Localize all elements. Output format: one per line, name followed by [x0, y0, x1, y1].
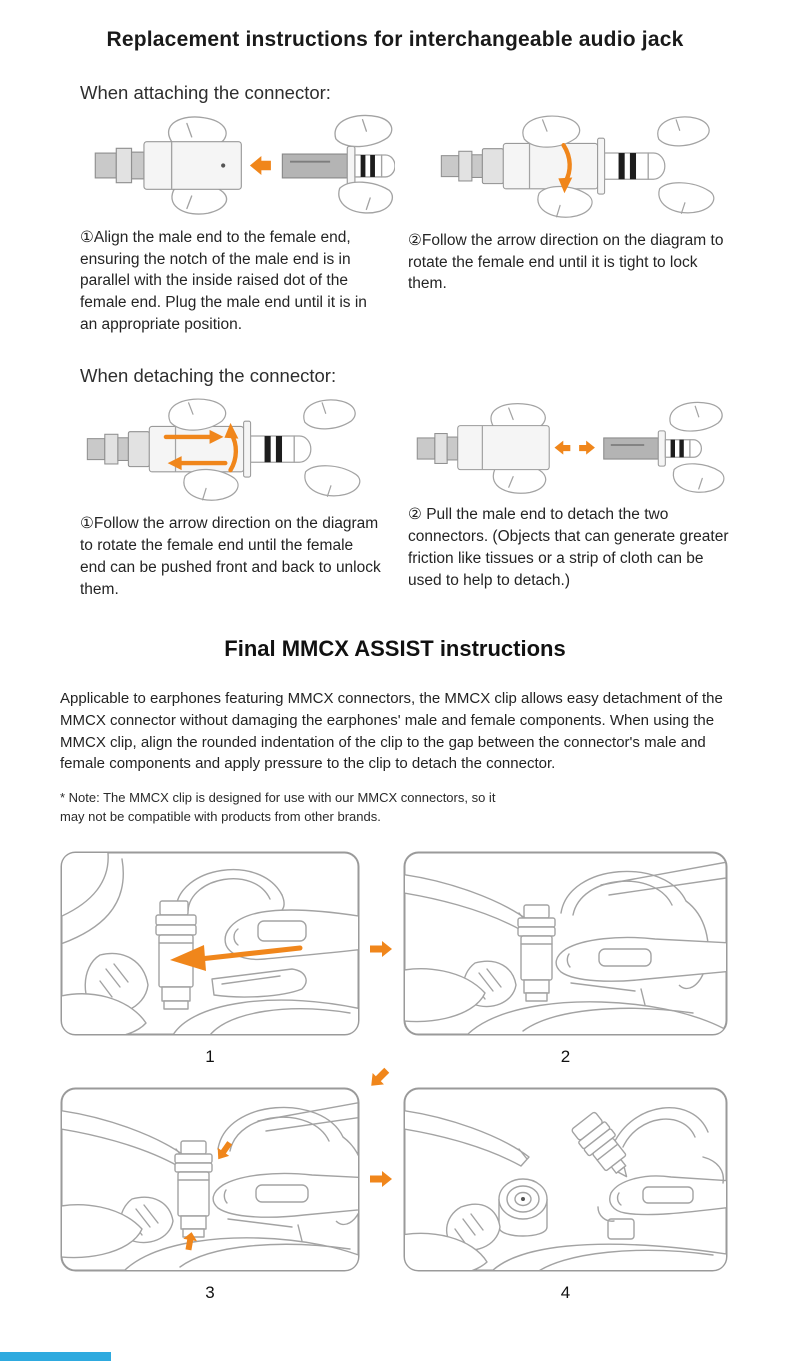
attach-step-2: ②Follow the arrow direction on the diagram to rotate the female end until it is tight to lock them.	[408, 232, 724, 293]
arrow-left-icon	[250, 156, 271, 175]
female-connector	[95, 142, 241, 190]
step-number: 2	[560, 1046, 571, 1066]
mmcx-note: * Note: The MMCX clip is designed for use with our MMCX connectors, so it may not be compatible with products from other brands.	[60, 790, 496, 825]
step-arrow-2-3-icon	[364, 1063, 394, 1093]
step-2-illustration	[403, 851, 728, 1036]
detach-heading: When detaching the connector:	[80, 365, 337, 387]
footer-accent-bar	[0, 1352, 111, 1361]
attach-step-1: ①Align the male end to the female end, ensuring the notch of the male end is in parallel with the inside raised dot of the female end. Plug the male end until it is in an appropriate position.	[80, 229, 367, 333]
detach-step-1: ①Follow the arrow direction on the diagram to rotate the female end until the female end can be pushed front and back to unlock them.	[80, 515, 381, 598]
mmcx-step-panels	[60, 851, 728, 1303]
detach-row	[80, 395, 790, 600]
attach-row	[80, 112, 790, 335]
female-connector	[417, 426, 549, 470]
step-3-illustration	[60, 1087, 360, 1272]
attach-heading: When attaching the connector:	[80, 82, 331, 103]
step-number: 1	[205, 1046, 215, 1066]
female-socket	[499, 1179, 547, 1236]
male-plug	[604, 431, 702, 466]
step-panel-2	[403, 851, 728, 1067]
detach-rotate-diagram	[80, 395, 395, 505]
step-arrow-3-4-icon	[370, 1171, 392, 1187]
mmcx-heading: Final MMCX ASSIST instructions	[224, 636, 566, 662]
attach-align-diagram	[80, 112, 395, 219]
step-panel-1	[60, 851, 360, 1067]
male-plug	[282, 146, 395, 186]
step-arrow-1-2-icon	[370, 941, 392, 957]
page-title: Replacement instructions for interchangeable audio jack	[106, 28, 684, 51]
step-panel-4	[403, 1087, 728, 1303]
step-panel-3	[60, 1087, 360, 1303]
mmcx-paragraph: Applicable to earphones featuring MMCX connectors, the MMCX clip allows easy detachment of the MMCX connector without damaging the earphones' male and female components. When using the MMCX clip, align the rounded indentation of the clip to the gap between the connector's male and female components and apply pressure to the clip to detach the connector.	[60, 690, 723, 773]
detach-step-2: ② Pull the male end to detach the two connectors. (Objects that can generate greater friction like tissues or a strip of cloth can be used to help to detach.)	[408, 506, 729, 589]
step-4-illustration	[403, 1087, 728, 1272]
detach-pull-diagram	[408, 401, 752, 496]
pull-apart-arrows-icon	[554, 441, 594, 455]
attach-rotate-diagram	[434, 112, 749, 222]
step-1-illustration	[60, 851, 360, 1036]
step-number: 3	[205, 1282, 215, 1302]
step-number: 4	[560, 1282, 571, 1302]
